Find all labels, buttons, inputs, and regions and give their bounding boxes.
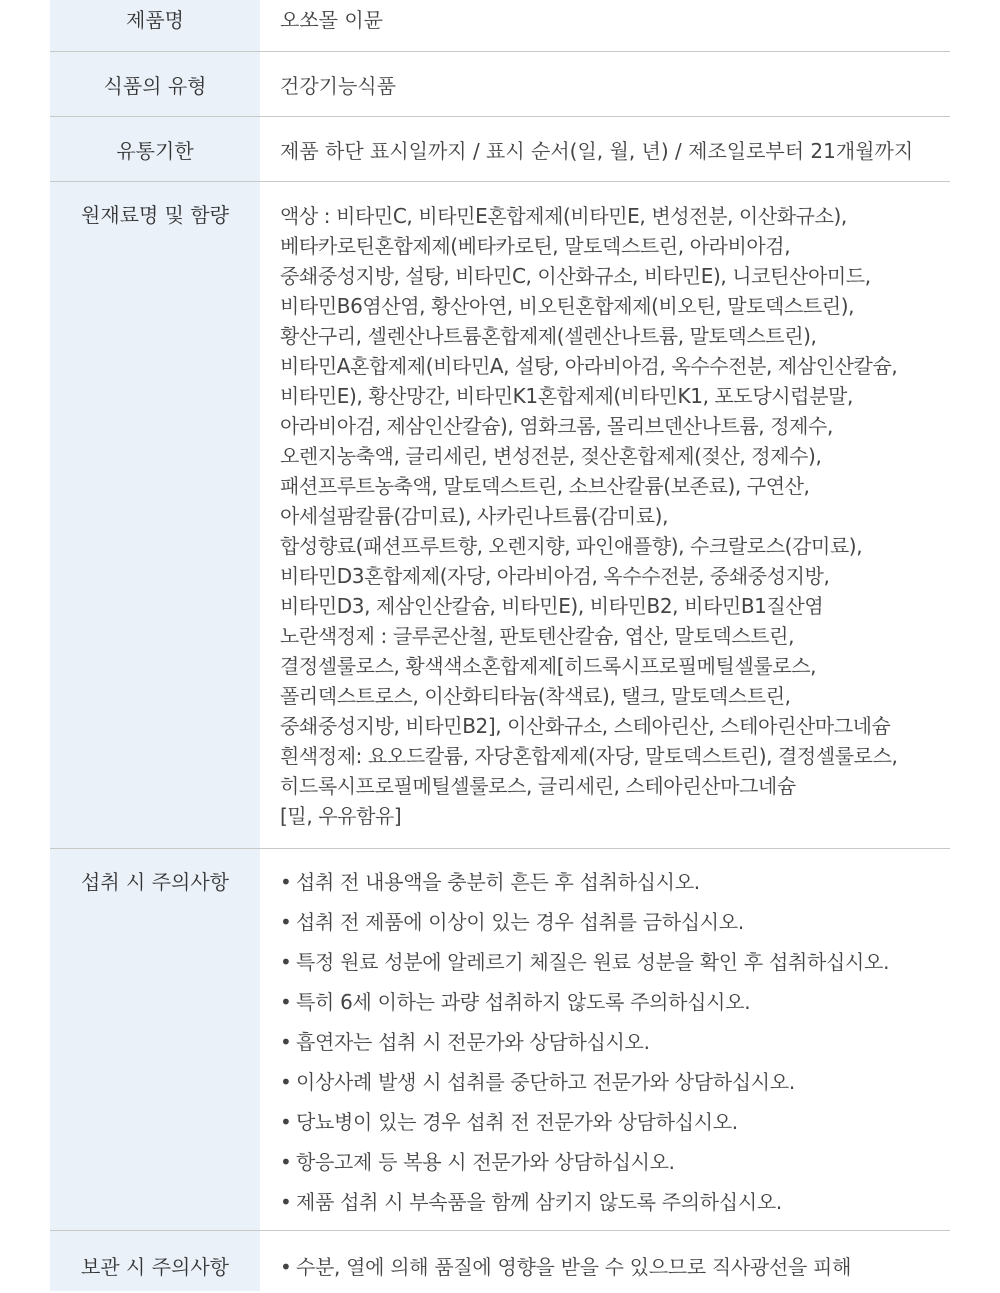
caution-item: [280, 1028, 950, 1068]
ingredient-line: 베타카로틴혼합제제(베타카로틴, 말토덱스트린, 아라비아검,: [280, 234, 791, 258]
bullet-icon: •: [280, 950, 292, 974]
storage-caution-label: 보관 시 주의사항: [50, 1231, 260, 1291]
row-product-name: [50, 0, 950, 52]
ingredient-line: 비타민A혼합제제(비타민A, 설탕, 아라비아검, 옥수수전분, 제삼인산칼슘,: [280, 354, 898, 378]
ingredient-line: 합성향료(패션프루트향, 오렌지향, 파인애플향), 수크랄로스(감미료),: [280, 534, 863, 558]
caution-item: [280, 1253, 950, 1293]
ingredient-line: [밀, 우유함유]: [280, 804, 402, 828]
ingredient-line: 히드록시프로필메틸셀룰로스, 글리세린, 스테아린산마그네슘: [280, 774, 796, 798]
bullet-icon: •: [280, 910, 292, 934]
bullet-icon: •: [280, 1030, 292, 1054]
storage-caution-list: [260, 1231, 950, 1291]
product-info-table: [50, 0, 950, 1291]
ingredient-line: 비타민D3, 제삼인산칼슘, 비타민E), 비타민B2, 비타민B1질산염: [280, 594, 824, 618]
ingredients-value: [260, 182, 950, 848]
intake-caution-label: 섭취 시 주의사항: [50, 849, 260, 1230]
product-name-value: 오쏘몰 이뮨: [280, 8, 383, 32]
caution-text: 섭취 전 내용액을 충분히 흔든 후 섭취하십시오.: [296, 870, 700, 894]
ingredient-line: 비타민B6염산염, 황산아연, 비오틴혼합제제(비오틴, 말토덱스트린),: [280, 294, 855, 318]
bullet-icon: •: [280, 1150, 292, 1174]
caution-text: 수분, 열에 의해 품질에 영향을 받을 수 있으므로 직사광선을 피해: [296, 1255, 852, 1279]
caution-text: 흡연자는 섭취 시 전문가와 상담하십시오.: [296, 1030, 650, 1054]
row-storage-caution: [50, 1231, 950, 1291]
caution-item: [280, 1108, 950, 1148]
ingredient-line: 폴리덱스트로스, 이산화티타늄(착색료), 탤크, 말토덱스트린,: [280, 684, 791, 708]
food-type-value: 건강기능식품: [280, 74, 396, 98]
caution-item: [280, 908, 950, 948]
ingredient-line: 비타민D3혼합제제(자당, 아라비아검, 옥수수전분, 중쇄중성지방,: [280, 564, 830, 588]
ingredient-line: 중쇄중성지방, 설탕, 비타민C, 이산화규소, 비타민E), 니코틴산아미드,: [280, 264, 871, 288]
caution-text: 특정 원료 성분에 알레르기 체질은 원료 성분을 확인 후 섭취하십시오.: [296, 950, 890, 974]
ingredient-line: 노란색정제 : 글루콘산철, 판토텐산칼슘, 엽산, 말토덱스트린,: [280, 624, 795, 648]
ingredient-line: 황산구리, 셀렌산나트륨혼합제제(셀렌산나트륨, 말토덱스트린),: [280, 324, 817, 348]
caution-item: [280, 868, 950, 908]
caution-item: [280, 988, 950, 1028]
caution-text: 섭취 전 제품에 이상이 있는 경우 섭취를 금하십시오.: [296, 910, 744, 934]
ingredient-line: 결정셀룰로스, 황색색소혼합제제[히드록시프로필메틸셀룰로스,: [280, 654, 817, 678]
ingredient-line: 아세설팜칼륨(감미료), 사카린나트륨(감미료),: [280, 504, 669, 528]
ingredient-line: 비타민E), 황산망간, 비타민K1혼합제제(비타민K1, 포도당시럽분말,: [280, 384, 853, 408]
ingredient-line: 중쇄중성지방, 비타민B2], 이산화규소, 스테아린산, 스테아린산마그네슘: [280, 714, 891, 738]
bullet-icon: •: [280, 1070, 292, 1094]
caution-item: [280, 948, 950, 988]
bullet-icon: •: [280, 870, 292, 894]
intake-caution-list: [260, 849, 950, 1230]
caution-text: 특히 6세 이하는 과량 섭취하지 않도록 주의하십시오.: [296, 990, 751, 1014]
bullet-icon: •: [280, 990, 292, 1014]
bullet-icon: •: [280, 1190, 292, 1214]
caution-text: 당뇨병이 있는 경우 섭취 전 전문가와 상담하십시오.: [296, 1110, 738, 1134]
row-ingredients: [50, 182, 950, 849]
row-intake-caution: [50, 849, 950, 1231]
row-food-type: [50, 52, 950, 117]
ingredient-line: 패션프루트농축액, 말토덱스트린, 소브산칼륨(보존료), 구연산,: [280, 474, 810, 498]
caution-item: [280, 1188, 950, 1228]
ingredient-line: 오렌지농축액, 글리세린, 변성전분, 젖산혼합제제(젖산, 정제수),: [280, 444, 822, 468]
expiry-value: 제품 하단 표시일까지 / 표시 순서(일, 월, 년) / 제조일로부터 21개월까지: [280, 139, 914, 163]
ingredients-label: 원재료명 및 함량: [50, 182, 260, 848]
caution-item: [280, 1148, 950, 1188]
bullet-icon: •: [280, 1255, 292, 1279]
caution-item: [280, 1068, 950, 1108]
ingredient-line: 액상 : 비타민C, 비타민E혼합제제(비타민E, 변성전분, 이산화규소),: [280, 204, 847, 228]
row-expiry: [50, 117, 950, 182]
product-name-label: 제품명: [50, 0, 260, 51]
ingredient-line: 흰색정제: 요오드칼륨, 자당혼합제제(자당, 말토덱스트린), 결정셀룰로스,: [280, 744, 898, 768]
food-type-label: 식품의 유형: [50, 52, 260, 116]
caution-text: 이상사례 발생 시 섭취를 중단하고 전문가와 상담하십시오.: [296, 1070, 795, 1094]
ingredient-line: 아라비아검, 제삼인산칼슘), 염화크롬, 몰리브덴산나트륨, 정제수,: [280, 414, 833, 438]
expiry-label: 유통기한: [50, 117, 260, 181]
caution-text: 제품 섭취 시 부속품을 함께 삼키지 않도록 주의하십시오.: [296, 1190, 782, 1214]
bullet-icon: •: [280, 1110, 292, 1134]
caution-text: 항응고제 등 복용 시 전문가와 상담하십시오.: [296, 1150, 675, 1174]
